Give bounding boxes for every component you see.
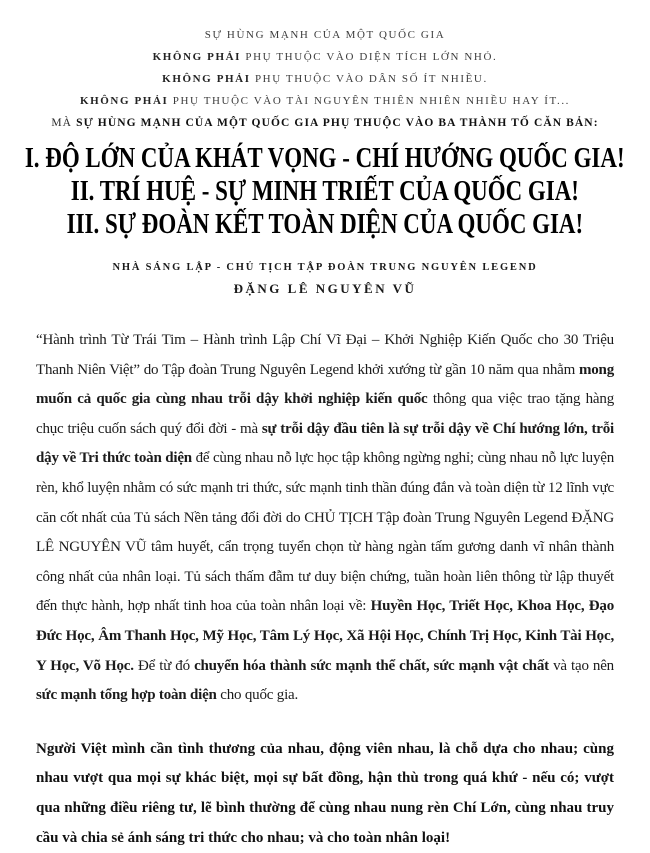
body-segment-bold: Huyền Học, Triết Học, Khoa Học, Đạo Đức Học, Âm Thanh Học, Mỹ Học, Tâm Lý Học, Xã Hội Học, Chính Trị Học, Kinh Tài Học, Y Học, Võ Học. [36,598,614,674]
headline-2-text: II. TRÍ HUỆ - SỰ MINH TRIẾT CỦA QUỐC GIA! [70,176,580,207]
closing-paragraph: Người Việt mình cần tình thương của nhau, động viên nhau, là chỗ dựa cho nhau; cùng nhau vượt qua mọi sự khác biệt, mọi sự bất đồng, hận thù trong quá khứ - nếu có; vượt qua những điều riêng tư, lẽ bình thường để cùng nhau nung rèn Chí Lớn, cùng nhau truy cầu và chia sẻ ánh sáng tri thức cho nhau; và cho toàn nhân loại! [36,740,614,846]
not-label: KHÔNG PHẢI [152,51,242,63]
preamble-line-4 [36,90,614,112]
headline-3 [36,208,614,241]
body-segment-bold: sức mạnh tổng hợp toàn diện [36,687,217,704]
headline-block [25,142,625,241]
headline-2 [36,175,614,208]
body-segment: thông qua việc trao tặng hàng chục triệu cuốn sách quý đổi đời - mà [36,391,614,437]
body-segment: để cùng nhau nỗ lực học tập không ngừng nghỉ; cùng nhau nỗ lực luyện rèn, khổ luyện nhằm có sức mạnh tri thức, sức mạnh tinh thần đúng đắn và toàn diện từ 12 lĩnh vực căn cốt nhất của Tủ sách Nền tảng đổi đời do CHỦ TỊCH Tập đoàn Trung Nguyên Legend ĐẶNG LÊ NGUYÊN VŨ tâm huyết, cẩn trọng tuyển chọn từ hàng ngàn tấm gương danh vĩ nhân thành công nhất của nhân loại. Tủ sách thấm đẫm tư duy biện chứng, tuần hoàn liên thông từ lập thuyết đến thực hành, hợp nhất tinh hoa của toàn nhân loại về: [36,450,615,615]
body-segment-bold: chuyển hóa thành sức mạnh thể chất, sức mạnh vật chất [194,657,549,674]
byline-block [36,261,614,298]
conclusion-bold: SỰ HÙNG MẠNH CỦA MỘT QUỐC GIA PHỤ THUỘC VÀO BA THÀNH TỐ CĂN BẢN: [76,117,599,129]
headline-1-text: I. ĐỘ LỚN CỦA KHÁT VỌNG - CHÍ HƯỚNG QUỐC GIA! [25,143,625,174]
preamble-text: PHỤ THUỘC VÀO DIỆN TÍCH LỚN NHỎ. [241,51,498,63]
preamble-block [36,24,614,134]
preamble-line-2 [36,46,614,68]
body-segment-bold: mong muốn cả quốc gia cùng nhau trỗi dậy khởi nghiệp kiến quốc [36,361,614,408]
conclusion-prefix: MÀ [51,117,77,129]
body-paragraph [36,326,614,711]
body-segment: cho quốc gia. [216,687,299,704]
not-label: KHÔNG PHẢI [162,73,251,85]
not-label: KHÔNG PHẢI [79,95,169,107]
body-segment-bold: sự trỗi dậy đầu tiên là sự trỗi dậy về Chí hướng lớn, trỗi dậy về Tri thức toàn diện [36,420,614,467]
byline-title: NHÀ SÁNG LẬP - CHỦ TỊCH TẬP ĐOÀN TRUNG NGUYÊN LEGEND [112,262,538,273]
preamble-text: SỰ HÙNG MẠNH CỦA MỘT QUỐC GIA [204,29,446,41]
preamble-text: PHỤ THUỘC VÀO DÂN SỐ ÍT NHIỀU. [250,73,488,85]
headline-3-text: III. SỰ ĐOÀN KẾT TOÀN DIỆN CỦA QUỐC GIA! [66,209,584,240]
preamble-line-1 [36,24,614,46]
body-segment: Để từ đó [133,657,195,674]
byline-name: ĐẶNG LÊ NGUYÊN VŨ [233,281,417,296]
body-segment: “Hành trình Từ Trái Tim – Hành trình Lập Chí Vĩ Đại – Khởi Nghiệp Kiến Quốc cho 30 Triệu Thanh Niên Việt” do Tập đoàn Trung Nguyên Legend khởi xướng từ gần 10 năm qua nhằm [36,332,614,378]
preamble-conclusion [36,112,614,134]
body-segment: và tạo nên [548,657,614,674]
preamble-text: PHỤ THUỘC VÀO TÀI NGUYÊN THIÊN NHIÊN NHIỀU HAY ÍT... [168,95,571,107]
preamble-line-3 [36,68,614,90]
headline-1 [25,142,625,175]
